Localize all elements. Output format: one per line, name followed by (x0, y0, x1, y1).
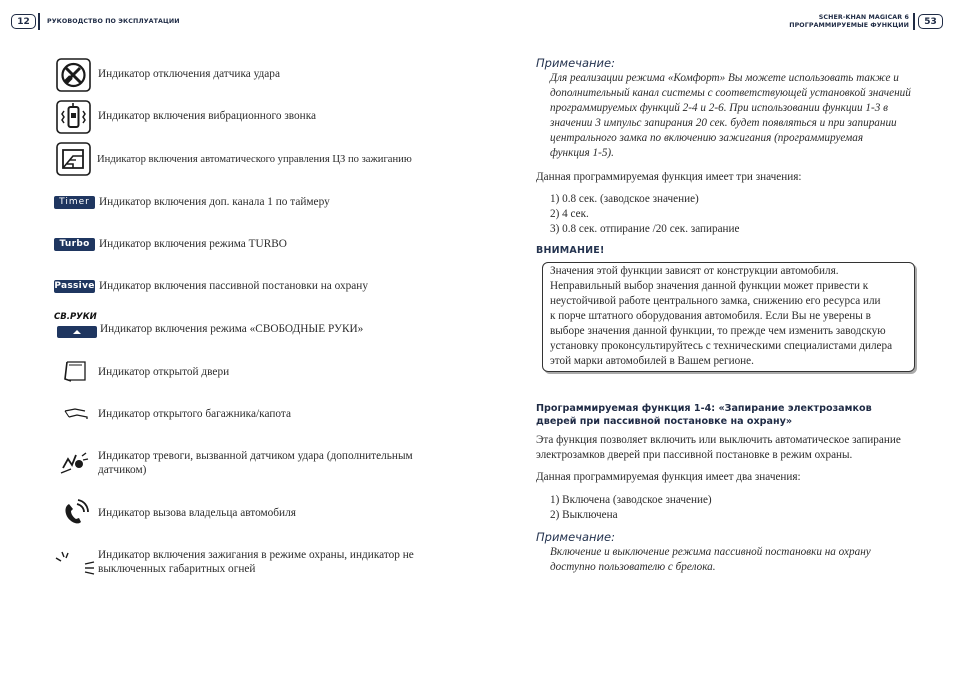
indicator-text-open-door: Индикатор открытой двери (98, 366, 230, 378)
indicator-text-passive: Индикатор включения пассивной постановки на охрану (99, 280, 368, 292)
note-heading-2: Примечание: (536, 530, 615, 544)
left-page-number: 12 (11, 14, 36, 29)
function-desc-line: Эта функция позволяет включить или выключить автоматическое запирание (536, 434, 901, 446)
note-body-2 (550, 545, 871, 575)
indicator-text-open-trunk: Индикатор открытого багажника/капота (98, 408, 291, 420)
right-header-model: SCHER-KHAN MAGICAR 6 (818, 14, 909, 21)
note2-line: Включение и выключение режима пассивной постановки на охрану (550, 546, 871, 558)
function-heading-line: дверей при пассивной постановке на охрану» (536, 416, 793, 427)
left-header-divider (38, 13, 40, 30)
timer-badge: Timer (54, 196, 95, 209)
warning-body (550, 264, 892, 369)
indicator-text-auto-lock: Индикатор включения автоматического управления ЦЗ по зажиганию (97, 154, 412, 165)
right-header-divider (913, 13, 915, 30)
auto-lock-ignition-icon (56, 142, 91, 176)
indicator-text-timer: Индикатор включения доп. канала 1 по таймеру (99, 196, 330, 208)
note-heading-1: Примечание: (536, 56, 615, 70)
indicator-text-hands-free: Индикатор включения режима «СВОБОДНЫЕ РУКИ» (100, 323, 364, 335)
warning-line: установку проконсультируйтесь с техническими специалистами дилера (550, 340, 893, 352)
warning-line: Значения этой функции зависят от конструкции автомобиля. (550, 265, 839, 277)
warning-heading: ВНИМАНИЕ! (536, 245, 605, 256)
warning-line: Неправильный выбор значения данной функции может привести к (550, 280, 869, 292)
function-description (536, 433, 901, 463)
open-trunk-icon (63, 406, 91, 422)
warning-line: выборе значения данной функции, то прежде чем изменить заводскую (550, 325, 886, 337)
right-page-number: 53 (918, 14, 943, 29)
open-door-icon (63, 359, 89, 383)
value-item: 1) Включена (заводское значение) (550, 494, 712, 506)
warning-line: этой марки автомобилей в Вашем регионе. (550, 355, 754, 367)
indicator-text-alarm-shock: Индикатор тревоги, вызванной датчиком удара (дополнительным датчиком) (98, 450, 413, 476)
note2-line: доступно пользователю с брелока. (550, 561, 716, 573)
owner-call-icon (60, 498, 90, 528)
hands-free-arrow-icon (57, 326, 97, 338)
left-header-title: РУКОВОДСТВО ПО ЭКСПЛУАТАЦИИ (47, 18, 180, 25)
indicator-text-turbo: Индикатор включения режима TURBO (99, 238, 287, 250)
note1-line: программируемых функций 2-4 и 2-6. При использовании функции 1-3 в (550, 102, 888, 114)
indicator-text-owner-call: Индикатор вызова владельца автомобиля (98, 507, 296, 519)
vibration-call-icon (56, 100, 91, 134)
note-body-1 (550, 71, 911, 161)
value-item: 3) 0.8 сек. отпирание /20 сек. запирание (550, 223, 740, 235)
function-heading-line: Программируемая функция 1-4: «Запирание электрозамков (536, 403, 872, 414)
values-two-list (550, 493, 712, 523)
values-three-list (550, 192, 740, 237)
note1-line: значении 3 импульс запирания 20 сек. будет появляться и при запирании (550, 117, 897, 129)
shock-sensor-off-icon (56, 58, 91, 92)
value-item: 1) 0.8 сек. (заводское значение) (550, 193, 699, 205)
turbo-badge: Turbo (54, 238, 95, 251)
note1-line: Для реализации режима «Комфорт» Вы можете использовать также и (550, 72, 899, 84)
indicator-text-ignition-lights: Индикатор включения зажигания в режиме охраны, индикатор не выключенных габаритных огней (98, 549, 414, 575)
warning-line: к порче штатного оборудования автомобиля. Если Вы не уверены в (550, 310, 871, 322)
values-three-intro: Данная программируемая функция имеет три значения: (536, 171, 802, 183)
passive-badge: Passive (54, 281, 95, 291)
ignition-lights-icon (53, 550, 97, 576)
note1-line: дополнительный канал системы с соответствующей установкой значений (550, 87, 911, 99)
right-header-section: ПРОГРАММИРУЕМЫЕ ФУНКЦИИ (789, 22, 909, 29)
note1-line: центрального замка по включению зажигания (программируемая (550, 132, 864, 144)
warning-line: неустойчивой работе центрального замка, снижению его ресурса или (550, 295, 881, 307)
note1-line: функция 1-5). (550, 147, 614, 159)
values-two-intro: Данная программируемая функция имеет два значения: (536, 471, 801, 483)
function-desc-line: электрозамков дверей при пассивной постановке в режим охраны. (536, 449, 853, 461)
hands-free-label: СВ.РУКИ (54, 312, 97, 322)
value-item: 2) 4 сек. (550, 208, 589, 220)
value-item: 2) Выключена (550, 509, 618, 521)
function-heading (536, 402, 872, 428)
alarm-shock-icon (59, 449, 89, 475)
indicator-text-shock-off: Индикатор отключения датчика удара (98, 68, 280, 80)
indicator-text-vibration: Индикатор включения вибрационного звонка (98, 110, 317, 122)
